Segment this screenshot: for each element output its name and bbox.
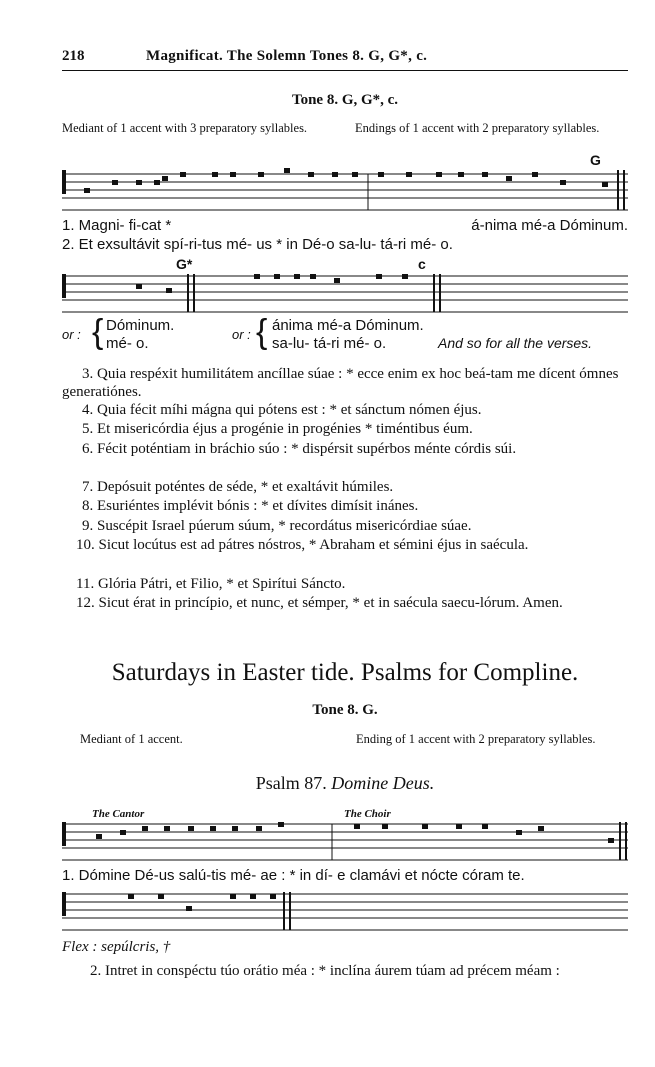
verse-8: 8. Esuriéntes implévit bónis : * et dívites dimísit inánes. [82,498,419,514]
or-a2: mé- o. [106,335,149,352]
header-rule [62,70,628,71]
or-b2: sa-lu- tá-ri mé- o. [272,335,387,352]
psalm-line-1: 1. Dómine Dé-us salú-tis mé- ae : * in dí- e clamávi et nócte córam te. [62,867,525,884]
tone2-mediant-note: Mediant of 1 accent. [80,732,183,746]
verse-12: 12. Sicut érat in princípio, et nunc, et sémper, * et in saécula saecu-lórum. Amen. [76,595,563,611]
line1-left: 1. Magni- fi-cat * [62,217,172,234]
chant-line-2: 2. Et exsultávit spí-ri-tus mé- us * in Dé-o sa-lu- tá-ri mé- o. [62,236,453,253]
verse-7: 7. Depósuit poténtes de séde, * et exaltávit húmiles. [82,479,394,495]
verse-5: 5. Et misericórdia éjus a progénie in progénies * timéntibus éum. [82,421,473,437]
mediant-note: Mediant of 1 accent with 3 preparatory syllables. [62,121,308,135]
tone-title: Tone 8. G, G*, c. [291,92,399,108]
psalm-title [62,773,628,794]
verse-9: 9. Suscépit Israel púerum súum, * recordátus misericórdiae súae. [82,518,472,534]
chant-staff-4 [62,890,628,934]
choir-label: The Choir [344,808,391,820]
endings-note: Endings of 1 accent with 2 preparatory syllables. [355,121,600,135]
chant-staff-1 [62,168,628,216]
verse-3: 3. Quia respéxit humilitátem ancíllae súae : * ecce enim ex hoc beá-tam me dícent ómnes generatiónes. [62,366,619,400]
verse-4: 4. Quia fécit míhi mágna qui pótens est : * et sánctum nómen éjus. [82,402,482,418]
psalm-incipit: Domine Deus. [331,773,435,793]
flex-line: Flex : sepúlcris, † [62,939,171,955]
verse-10: 10. Sicut locútus est ad pátres nóstros, * Abraham et sémini éjus in saécula. [76,537,529,553]
or-alternatives [62,313,628,357]
page-number: 218 [62,48,85,64]
brace-2: { [256,313,268,351]
label-c: c [418,256,426,272]
verse-6: 6. Fécit poténtiam in bráchio súo : * dispérsit supérbos ménte córdis súi. [82,441,517,457]
tone2-ending-note: Ending of 1 accent with 2 preparatory syllables. [356,732,596,746]
label-gstar: G* [176,256,193,272]
line1-right: á-nima mé-a Dóminum. [471,217,628,234]
or-a1: Dóminum. [106,317,175,334]
or-label-1: or : [62,327,81,342]
chant-staff-3 [62,820,628,864]
running-title: Magnificat. The Solemn Tones 8. G, G*, c. [146,48,428,64]
cantor-label: The Cantor [92,808,145,820]
ending-label-g: G [590,152,601,168]
chant-staff-2 [62,272,628,318]
tone2-title: Tone 8. G. [312,702,378,718]
psalm-verse-2: 2. Intret in conspéctu túo orátio méa : * inclína áurem túam ad précem méam : [90,963,560,979]
or-label-2: or : [232,327,251,342]
chant-line-1 [62,217,628,235]
and-so-note: And so for all the verses. [438,335,593,351]
brace-1: { [92,313,104,351]
psalm-number: Psalm 87. [255,773,327,793]
or-b1: ánima mé-a Dóminum. [272,317,424,334]
section-title: Saturdays in Easter tide. Psalms for Compline. [111,659,579,686]
verse-11: 11. Glória Pátri, et Filio, * et Spirítui Sáncto. [76,576,346,592]
